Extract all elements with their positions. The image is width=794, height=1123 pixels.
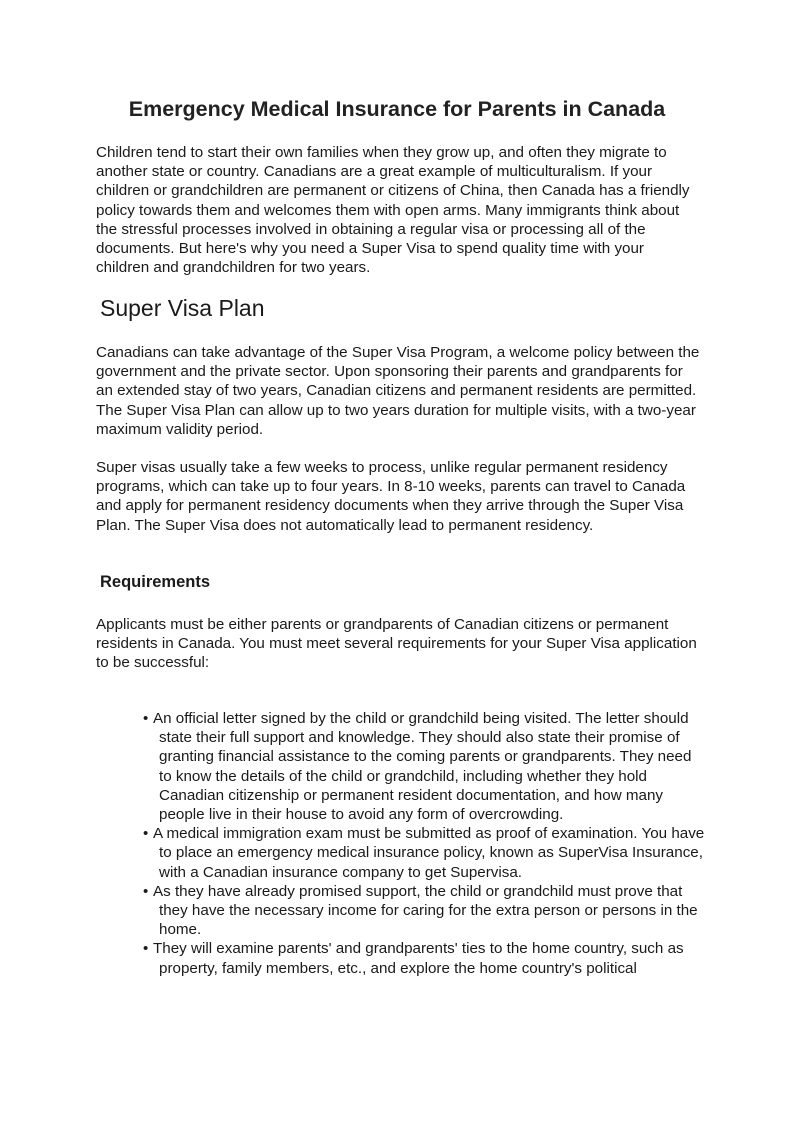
super-visa-paragraph-1: Canadians can take advantage of the Super Visa Program, a welcome policy between the government and the private sector. Upon sponsoring their parents and grandparents for an extended stay of two years, Canadian citizens and permanent residents are permitted. The Super Visa Plan can allow up to two years duration for multiple visits, with a two-year maximum validity period. [96,344,700,438]
page-title: Emergency Medical Insurance for Parents in Canada [128,97,666,121]
requirements-list [133,709,708,978]
list-item-text: A medical immigration exam must be submitted as proof of examination. You have to place an emergency medical insurance policy, known as SuperVisa Insurance, with a Canadian insurance company to get Supervisa. [153,825,705,881]
bullet-icon: • [143,940,149,958]
intro-paragraph: Children tend to start their own families when they grow up, and often they migrate to another state or country. Canadians are a great example of multiculturalism. If your children or grandchildren are permanent or citizens of China, then Canada has a friendly policy towards them and welcomes them with open arms. Many immigrants think about the stressful processes involved in obtaining a regular visa or processing all of the documents. But here's why you need a Super Visa to spend quality time with your children and grandchildren for two years. [96,144,690,277]
list-item [133,824,708,882]
list-item [133,882,708,940]
super-visa-heading: Super Visa Plan [100,295,265,321]
list-item-text: As they have already promised support, the child or grandchild must prove that they have the necessary income for caring for the extra person or persons in the home. [153,882,698,939]
list-item-text: They will examine parents' and grandparents' ties to the home country, such as property, family members, etc., and explore the home country's political [153,940,684,977]
bullet-icon: • [143,882,149,900]
requirements-heading: Requirements [100,573,211,591]
bullet-icon: • [143,825,149,843]
list-item-text: An official letter signed by the child or grandchild being visited. The letter should state their full support and knowledge. They should also state their promise of granting financial assistance to the coming parents or grandparents. They need to know the details of the child or grandchild, including whether they hold Canadian citizenship or permanent resident documentation, and how many people live in their house to avoid any form of overcrowding. [153,710,692,824]
bullet-icon: • [143,710,149,727]
list-item [133,939,708,977]
super-visa-paragraph-2: Super visas usually take a few weeks to process, unlike regular permanent residency programs, which can take up to four years. In 8-10 weeks, parents can travel to Canada and apply for permanent residency documents when they arrive through the Super Visa Plan. The Super Visa does not automatically lead to permanent residency. [96,459,686,534]
list-item [133,709,708,824]
requirements-intro: Applicants must be either parents or grandparents of Canadian citizens or permanent residents in Canada. You must meet several requirements for your Super Visa application to be successful: [96,616,697,672]
